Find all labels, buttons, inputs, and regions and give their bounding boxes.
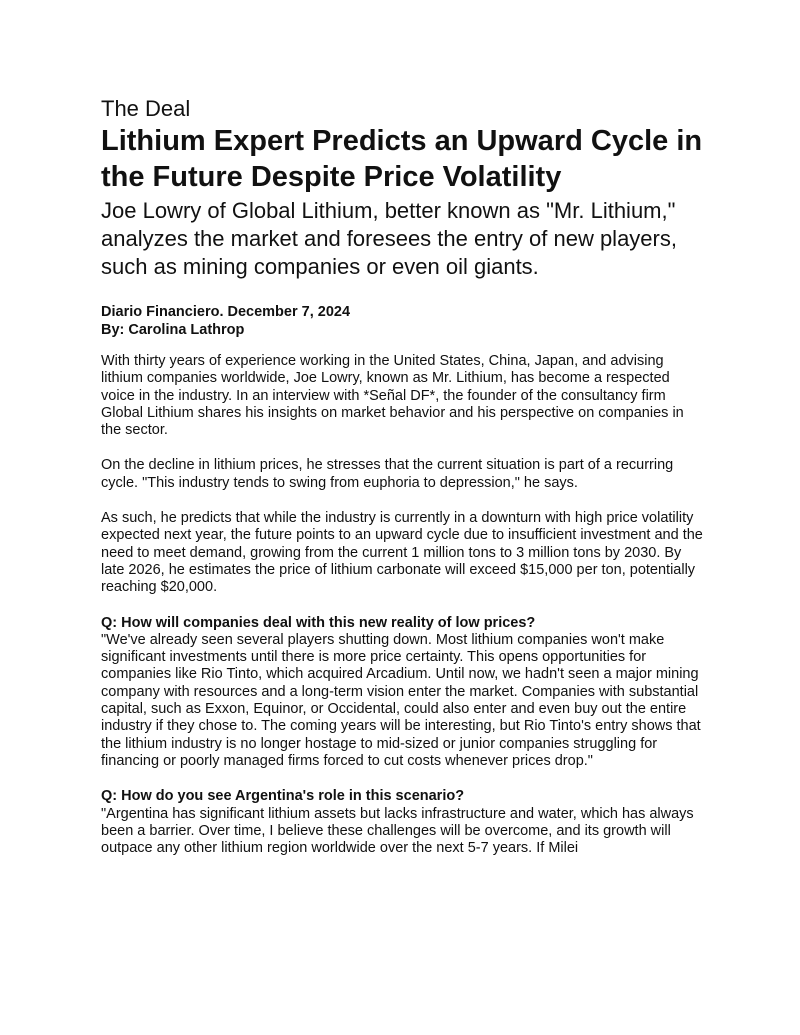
source-date: Diario Financiero. December 7, 2024: [101, 304, 351, 320]
headline: Lithium Expert Predicts an Upward Cycle in the Future Despite Price Volatility: [101, 125, 703, 193]
article-body: [101, 353, 703, 857]
answer: "Argentina has significant lithium assets but lacks infrastructure and water, which has always been a barrier. Over time, I believe these challenges will be overcome, and its growth will outpace any other lithium region worldwide over the next 5-7 years. If Milei: [101, 805, 694, 857]
paragraph: As such, he predicts that while the industry is currently in a downturn with high price volatility expected next year, the future points to an upward cycle due to insufficient investment and the need to meet demand, growing from the current 1 million tons to 3 million tons by 2030. By late 2026, he estimates the price of lithium carbonate will exceed $15,000 per ton, potentially reaching $20,000.: [101, 510, 703, 596]
article-meta: [101, 303, 703, 339]
qa-block: [101, 615, 703, 771]
qa-block: [101, 788, 703, 857]
paragraph: On the decline in lithium prices, he stresses that the current situation is part of a recurring cycle. "This industry tends to swing from euphoria to depression," he says.: [101, 457, 674, 491]
answer: "We've already seen several players shutting down. Most lithium companies won't make significant investments until there is more price certainty. This opens opportunities for companies like Rio Tinto, which acquired Arcadium. Until now, we hadn't seen a major mining company with resources and a long-term vision enter the market. Companies with substantial capital, such as Exxon, Equinor, or Occidental, could also enter and even buy out the entire industry if they chose to. The coming years will be interesting, but Rio Tinto's entry shows that the lithium industry is no longer hostage to mid-sized or junior companies struggling for financing or poorly managed firms forced to cut costs whenever prices drop.": [101, 631, 701, 769]
section-kicker: The Deal: [101, 96, 191, 121]
paragraph: With thirty years of experience working in the United States, China, Japan, and advising lithium companies worldwide, Joe Lowry, known as Mr. Lithium, has become a respected voice in the industry. In an interview with *Señal DF*, the founder of the consultancy firm Global Lithium shares his insights on market behavior and his perspective on companies in the sector.: [101, 353, 684, 439]
question: Q: How will companies deal with this new reality of low prices?: [101, 614, 536, 631]
byline: By: Carolina Lathrop: [101, 322, 245, 338]
subheadline: Joe Lowry of Global Lithium, better known as "Mr. Lithium," analyzes the market and foresees the entry of new players, such as mining companies or even oil giants.: [101, 198, 677, 279]
question: Q: How do you see Argentina's role in this scenario?: [101, 788, 465, 805]
article: [101, 95, 703, 875]
